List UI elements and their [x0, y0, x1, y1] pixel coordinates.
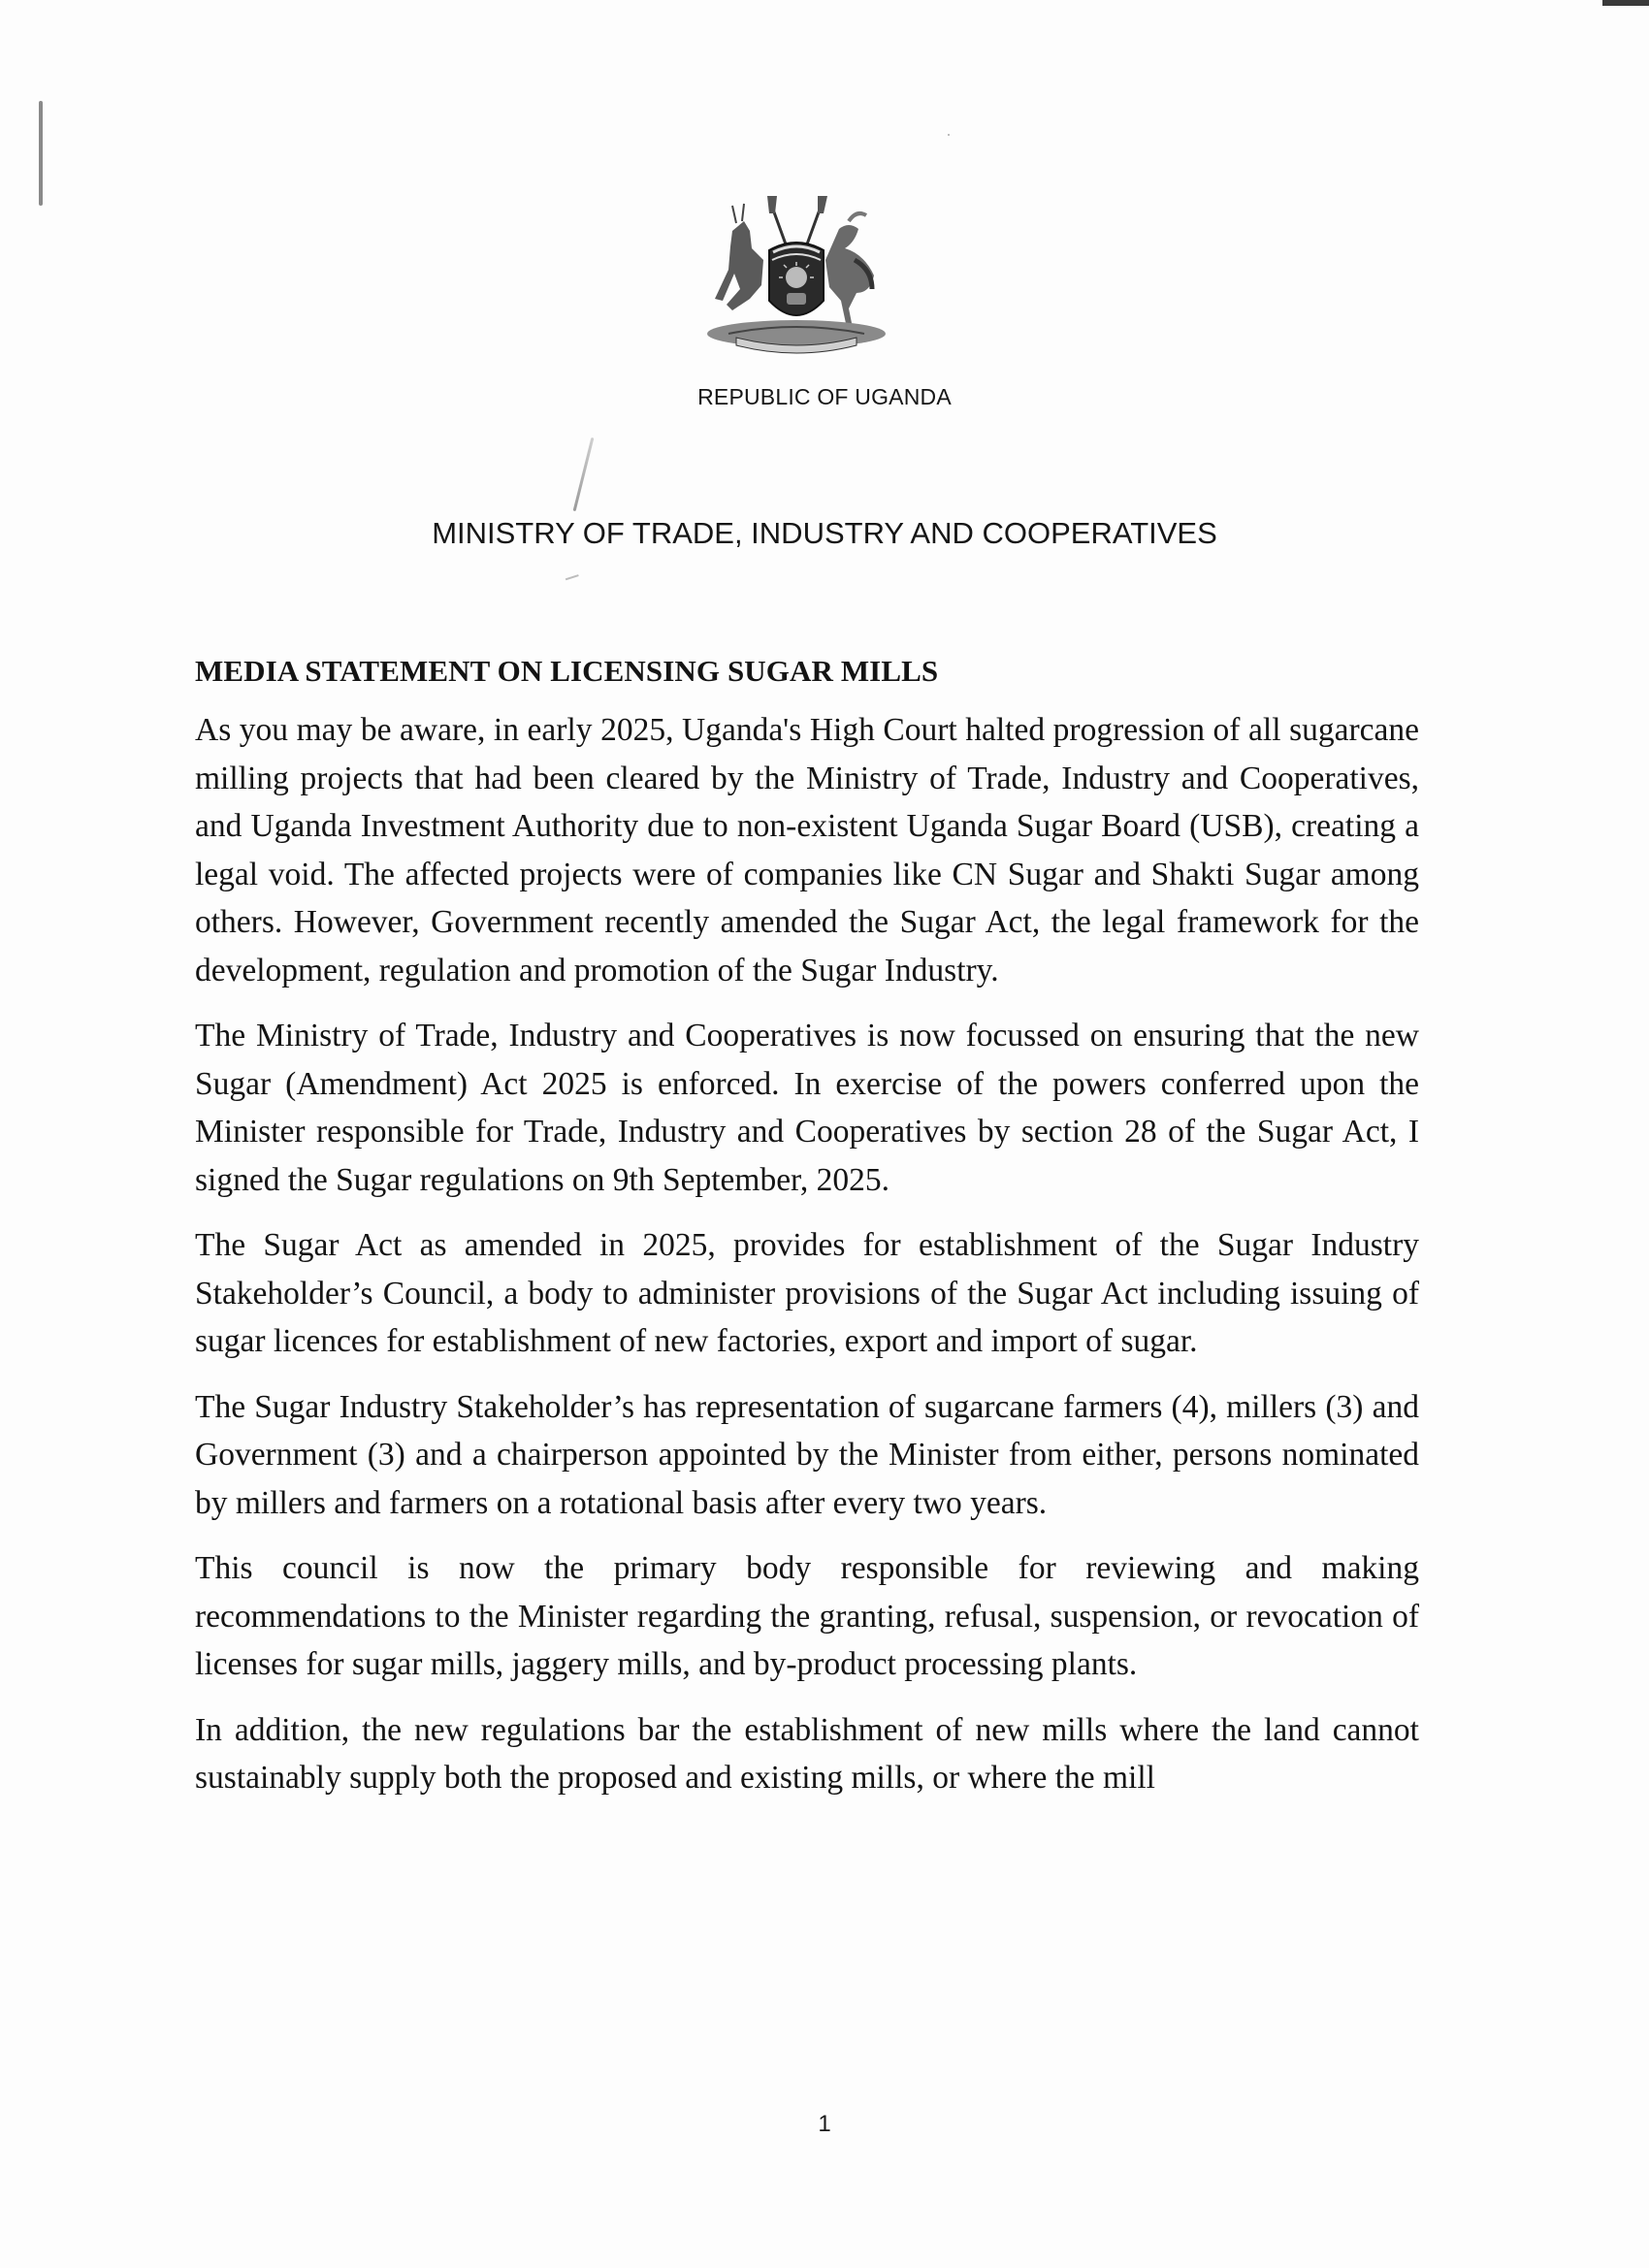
page-number: 1 [818, 2111, 831, 2137]
paragraph-5: This council is now the primary body responsible for reviewing and making recommendations to the Minister regarding the granting, refusal, suspension, or revocation of licenses for sugar mills, jaggery mills, and by-product processing plants. [195, 1550, 1419, 1682]
paragraph-3: The Sugar Act as amended in 2025, provides for establishment of the Sugar Industry Stakeholder’s Council, a body to administer provisions of the Sugar Act including issuing of sugar licences for establishment of new factories, export and import of sugar. [195, 1227, 1419, 1359]
scan-speck [948, 134, 950, 136]
document-title: MEDIA STATEMENT ON LICENSING SUGAR MILLS [195, 654, 939, 688]
country-heading: REPUBLIC OF UGANDA [697, 384, 952, 409]
document-body [195, 654, 1419, 1820]
paragraph-4: The Sugar Industry Stakeholder’s has representation of sugarcane farmers (4), millers (3) and Government (3) and a chairperson appointed by the Minister from either, persons nominated by millers and farmers on a rotational basis after every two years. [195, 1388, 1419, 1521]
coat-of-arms-icon [694, 192, 899, 357]
paragraph-1: As you may be aware, in early 2025, Uganda's High Court halted progression of all sugarcane milling projects that had been cleared by the Ministry of Trade, Industry and Cooperatives, and Uganda Investment Authority due to non-existent Uganda Sugar Board (USB), creating a legal void. The affected projects were of companies like CN Sugar and Shakti Sugar among others. However, Government recently amended the Sugar Act, the legal framework for the development, regulation and promotion of the Sugar Industry. [195, 712, 1419, 988]
ministry-heading: MINISTRY OF TRADE, INDUSTRY AND COOPERATIVES [432, 516, 1217, 550]
paragraph-6: In addition, the new regulations bar the establishment of new mills where the land cannot sustainably supply both the proposed and existing mills, or where the mill [195, 1711, 1419, 1796]
scan-border-artifact [1602, 0, 1649, 6]
paragraph-2: The Ministry of Trade, Industry and Cooperatives is now focussed on ensuring that the new Sugar (Amendment) Act 2025 is enforced. In exercise of the powers conferred upon the Minister responsible for Trade, Industry and Cooperatives by section 28 of the Sugar Act, I signed the Sugar regulations on 9th September, 2025. [195, 1018, 1419, 1198]
pen-mark [573, 437, 595, 511]
pen-mark-small [566, 574, 581, 588]
scan-punch-mark [39, 101, 43, 206]
